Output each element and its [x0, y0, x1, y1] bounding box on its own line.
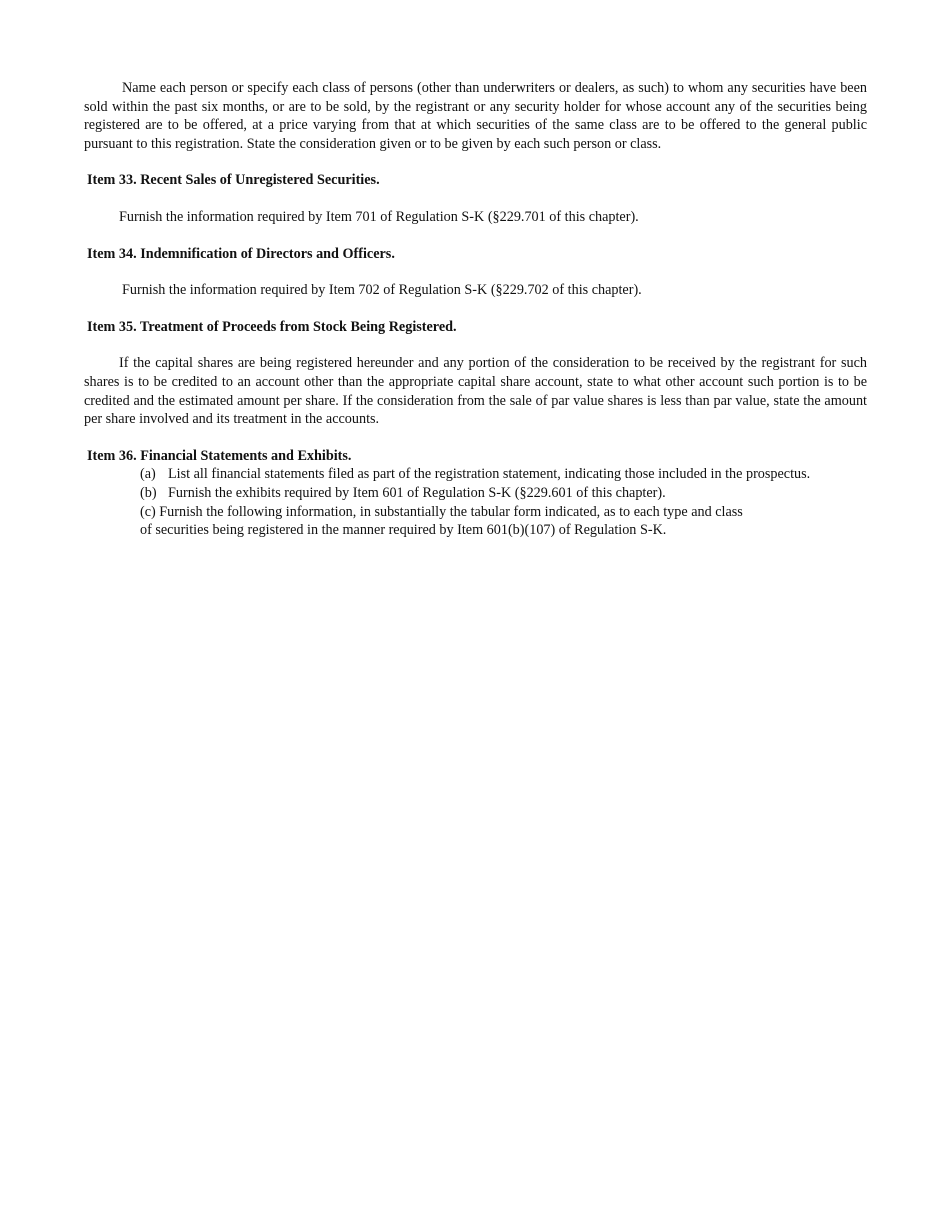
item-36-b	[84, 484, 867, 503]
item-36-b-text: Furnish the exhibits required by Item 601 of Regulation S-K (§229.601 of this chapter).	[168, 484, 666, 501]
item-36-heading: Item 36. Financial Statements and Exhibits.	[87, 447, 352, 464]
item-33-heading: Item 33. Recent Sales of Unregistered Securities.	[87, 172, 380, 189]
item-34-body: Furnish the information required by Item 702 of Regulation S-K (§229.702 of this chapter).	[122, 282, 642, 299]
intro-paragraph: Name each person or specify each class of persons (other than underwriters or dealers, as such) to whom any securities have been sold within the past six months, or are to be sold, by the registrant or any security holder for whose account any of the securities being registered are to be offered, at a price varying from that at which securities of the same class are to be offered to the general public pursuant to this registration. State the consideration given or to be given by each such person or class.	[84, 80, 867, 152]
document-page	[84, 79, 867, 540]
item-36-a-label: (a)	[140, 466, 156, 483]
item-35-heading: Item 35. Treatment of Proceeds from Stock Being Registered.	[87, 318, 457, 335]
item-36-a-text: List all financial statements filed as part of the registration statement, indicating those included in the prospectus.	[168, 466, 811, 483]
item-36-c: (c) Furnish the following information, in substantially the tabular form indicated, as to each type and class of securities being registered in the manner required by Item 601(b)(107) of Regulation S-K.	[140, 503, 743, 539]
item-36-b-label: (b)	[140, 484, 157, 501]
item-33-body: Furnish the information required by Item 701 of Regulation S-K (§229.701 of this chapter).	[119, 208, 639, 225]
item-34-heading: Item 34. Indemnification of Directors and Officers.	[87, 245, 395, 262]
item-35-body: If the capital shares are being registered hereunder and any portion of the consideration to be received by the registrant for such shares is to be credited to an account other than the appropriate capital share account, state to what other account such portion is to be credited and the estimated amount per share. If the consideration from the sale of par value shares is less than par value, state the amount per share involved and its treatment in the accounts.	[84, 355, 867, 428]
item-36-a	[84, 465, 867, 484]
